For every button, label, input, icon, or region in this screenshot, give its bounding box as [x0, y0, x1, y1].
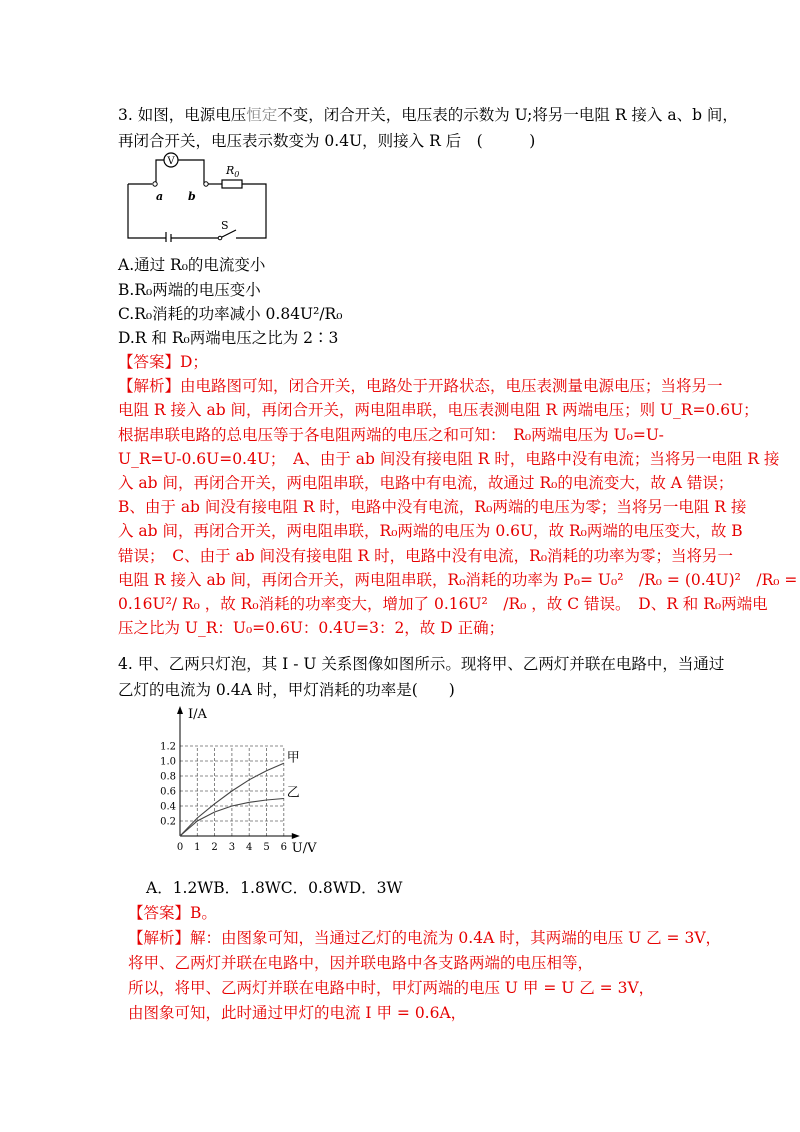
x-tick-label: 6 [280, 842, 287, 853]
q4-stem-line-1: 4. 甲、乙两只灯泡，其 I - U 关系图像如图所示。现将甲、乙两灯并联在电路中，当通过 [118, 655, 725, 673]
circuit-diagram [118, 150, 278, 242]
q4-analysis-line: 由图象可知，此时通过甲灯的电流 I 甲 = 0.6A， [128, 1004, 467, 1022]
q3-stem-line-2: 再闭合开关，电压表示数变为 0.4U，则接入 R 后 ( ) [118, 132, 536, 150]
y-tick-label: 0.4 [160, 801, 176, 813]
q3-analysis-line: 0.16U²/ R₀ ，故 R₀消耗的功率变大，增加了 0.16U² /R₀ ，故 C 错误。 D、R 和 R₀两端电 [118, 595, 768, 613]
label-b: b [188, 190, 196, 203]
series-label: 甲 [286, 750, 300, 766]
q3-answer: 【答案】D； [118, 353, 208, 371]
x-tick-label: 3 [228, 842, 236, 853]
resistor-label: $R_0$ [226, 164, 240, 179]
q3-option-b: B.R₀两端的电压变小 [118, 281, 261, 299]
x-tick-label: 5 [263, 842, 270, 853]
terminal-a [153, 182, 157, 186]
switch-label: S [221, 219, 229, 232]
q3-analysis-line: U_R=U-0.6U=0.4U； A、由于 ab 间没有接电阻 R 时，电路中没有电流；当将另一电阻 R 接 [118, 450, 780, 468]
y-tick-label: 0.6 [160, 786, 176, 798]
q4-analysis-line: 【解析】解：由图象可知，当通过乙灯的电流为 0.4A 时，其两端的电压 U 乙 = 3V， [128, 929, 722, 947]
x-tick-label: 1 [194, 842, 201, 853]
y-tick-label: 1.2 [160, 741, 176, 753]
q3-analysis-line: 压之比为 U_R：U₀=0.6U：0.4U=3：2，故 D 正确； [118, 619, 505, 637]
y-tick-label: 0.2 [160, 816, 176, 828]
q3-option-a: A.通过 R₀的电流变小 [118, 256, 266, 274]
q3-analysis-line: 【解析】由电路图可知，闭合开关，电路处于开路状态，电压表测量电源电压；当将另一 [118, 377, 723, 395]
y-tick-label: 1.0 [160, 756, 176, 768]
q3-analysis-line: 根据串联电路的总电压等于各电阻两端的电压之和可知： R₀两端电压为 U₀=U- [118, 426, 664, 444]
q3-option-c: C.R₀消耗的功率减小 0.84U²/R₀ [118, 305, 343, 323]
y-tick-label: 0.8 [160, 771, 176, 783]
x-tick-label: 0 [176, 842, 184, 853]
y-axis-label: I/A [188, 707, 207, 722]
q4-stem-line-2: 乙灯的电流为 0.4A 时，甲灯消耗的功率是( ) [118, 681, 455, 699]
iu-chart [150, 700, 340, 868]
x-tick-label: 4 [246, 842, 253, 853]
series-label: 乙 [286, 785, 300, 801]
q4-options: A．1.2WB．1.8WC．0.8WD．3W [146, 879, 403, 897]
q3-stem-line-1: 3. 如图，电源电压恒定不变，闭合开关，电压表的示数为 U;将另一电阻 R 接入 a、b 间， [118, 106, 738, 124]
x-axis-label: U/V [291, 841, 317, 856]
q3-analysis-line: 电阻 R 接入 ab 间，再闭合开关，两电阻串联，R₀消耗的功率为 P₀= U₀² /R₀ = (0.4U)² /R₀ = [118, 571, 798, 589]
y-axis-arrow [177, 706, 183, 714]
q4-analysis-line: 所以，将甲、乙两灯并联在电路中时，甲灯两端的电压 U 甲 = U 乙 = 3V， [128, 979, 655, 997]
q3-option-d: D.R 和 R₀两端电压之比为 2∶3 [118, 329, 339, 347]
x-axis-arrow [292, 833, 300, 839]
q4-analysis-line: 将甲、乙两灯并联在电路中，因并联电路中各支路两端的电压相等， [128, 954, 594, 972]
label-a: a [156, 190, 164, 203]
q3-analysis-line: 入 ab 间，再闭合开关，两电阻串联，R₀两端的电压为 0.6U，故 R₀两端的电压变大，故 B [118, 522, 743, 540]
q3-analysis-line: 电阻 R 接入 ab 间，再闭合开关，两电阻串联，电压表测电阻 R 两端电压；则 U_R=0.6U； [118, 401, 759, 419]
x-tick-label: 2 [211, 842, 218, 853]
switch-pivot [218, 236, 222, 240]
q3-analysis-line: 错误； C、由于 ab 间没有接电阻 R 时，电路中没有电流，R₀消耗的功率为零；当将另一 [118, 547, 734, 565]
voltmeter-label: V [167, 156, 175, 167]
q4-answer: 【答案】B。 [128, 904, 217, 922]
terminal-b [204, 182, 208, 186]
q3-analysis-line: B、由于 ab 间没有接电阻 R 时，电路中没有电流，R₀两端的电压为零；当将另一电阻 R 接 [118, 498, 747, 516]
q3-analysis-line: 入 ab 间，再闭合开关，两电阻串联，电路中有电流，故通过 R₀的电流变大，故 A 错误； [118, 474, 734, 492]
